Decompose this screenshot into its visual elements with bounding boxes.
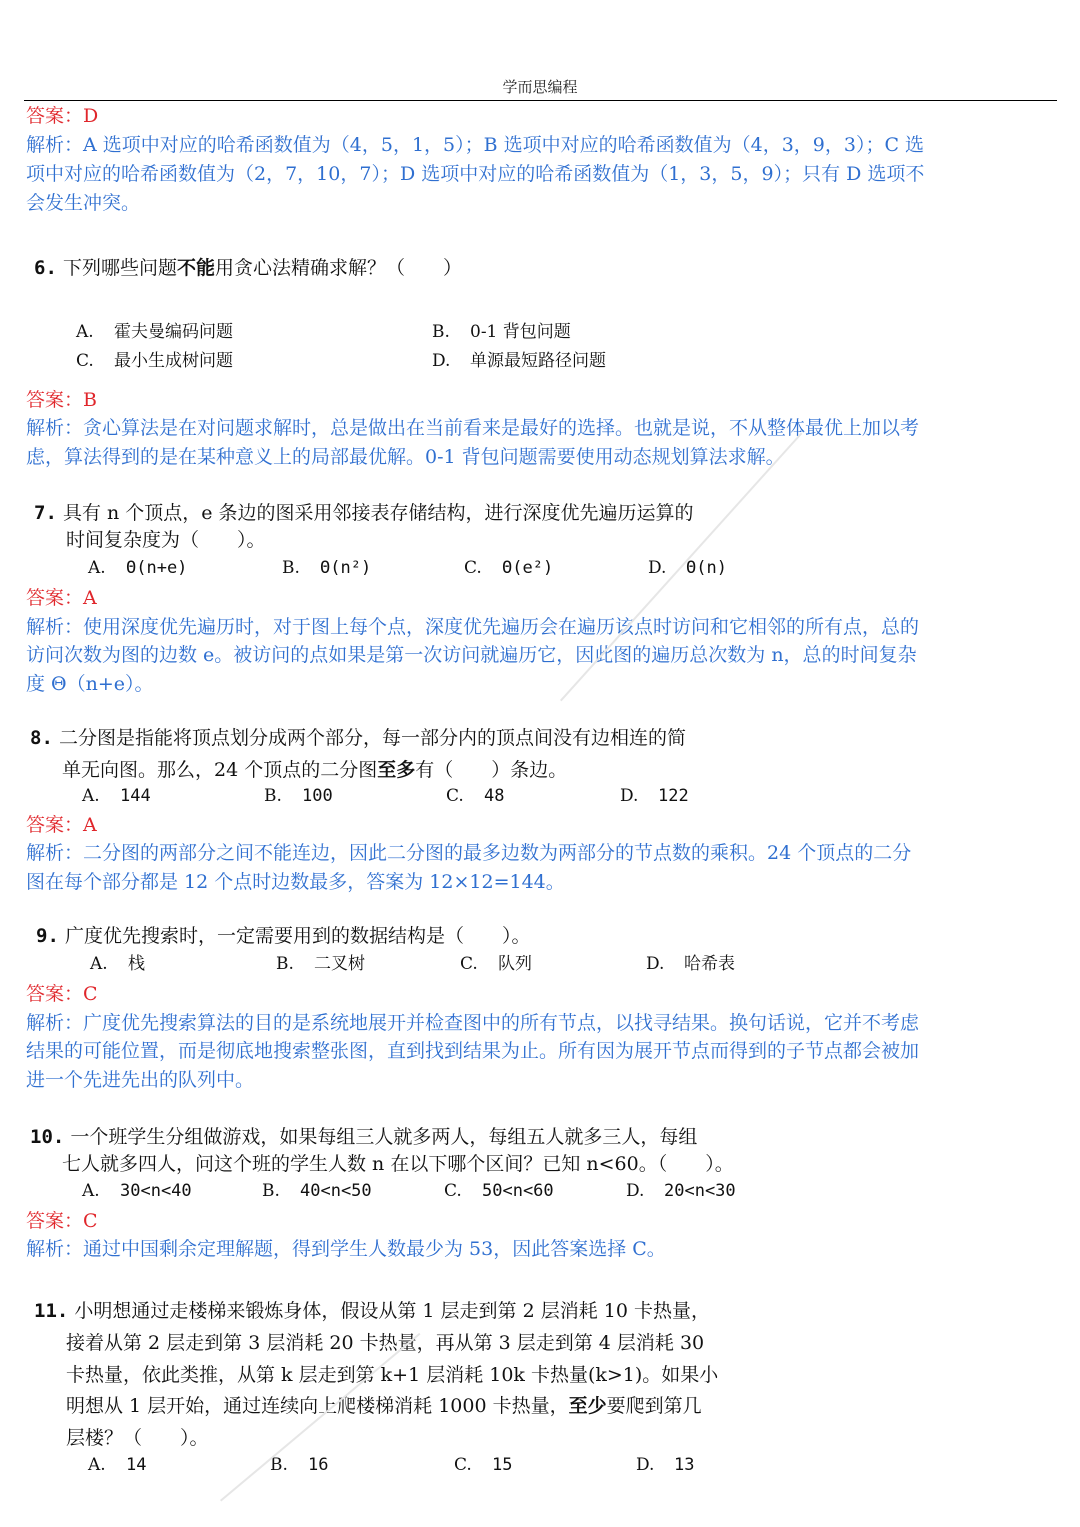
- q9-option-d: D. 哈希表: [646, 954, 735, 974]
- q6-answer: 答案：B: [26, 389, 97, 411]
- q6-option-a: A. 霍夫曼编码问题: [76, 322, 233, 342]
- q7-option-d: D. Θ(n): [648, 558, 727, 578]
- q6-number: 6.: [34, 257, 57, 279]
- q10-answer: 答案：C: [26, 1210, 98, 1232]
- q8-question-line-2: 单无向图。那么，24 个顶点的二分图至多有（ ）条边。: [62, 759, 568, 781]
- q11-question-line-3: 卡热量，依此类推，从第 k 层走到第 k+1 层消耗 10k 卡热量(k>1)。如果小: [66, 1364, 719, 1386]
- q5-explanation-line-2: 项中对应的哈希函数值为（2，7，10，7）；D 选项中对应的哈希函数值为（1，3，5，9）；只有 D 选项不: [26, 163, 925, 185]
- q8-explanation-line-2: 图在每个部分都是 12 个点时边数最多，答案为 12×12=144。: [26, 871, 565, 893]
- q10-question-line-2: 七人就多四人，问这个班的学生人数 n 在以下哪个区间？已知 n<60。（ ）。: [62, 1153, 734, 1175]
- q7-option-b: B. Θ(n²): [282, 558, 372, 578]
- q8-option-d: D. 122: [620, 786, 689, 806]
- q9-option-c: C. 队列: [460, 954, 532, 974]
- page-header-title: 学而思编程: [502, 78, 578, 96]
- q8-number: 8.: [30, 727, 53, 749]
- q5-answer: 答案：D: [26, 105, 99, 127]
- q7-explanation-line-1: 解析：使用深度优先遍历时，对于图上每个点，深度优先遍历会在遍历该点时访问和它相邻的所有点，总的: [26, 616, 920, 638]
- q7-option-c: C. Θ(e²): [464, 558, 554, 578]
- q6-option-d: D. 单源最短路径问题: [432, 351, 606, 371]
- q6-text-after: 用贪心法精确求解？（ ）: [214, 257, 462, 279]
- q11-question-line-2: 接着从第 2 层走到第 3 层消耗 20 卡热量，再从第 3 层走到第 4 层消耗 30: [66, 1332, 705, 1354]
- q11-option-c: C. 15: [454, 1455, 513, 1475]
- q10-option-d: D. 20<n<30: [626, 1181, 736, 1201]
- q5-explanation-line-3: 会发生冲突。: [26, 192, 141, 214]
- q7-question-line-2: 时间复杂度为（ ）。: [66, 529, 266, 551]
- q8-answer: 答案：A: [26, 814, 97, 836]
- q8-question-line-1: 8. 二分图是指能将顶点划分成两个部分，每一部分内的顶点间没有边相连的简: [30, 727, 686, 749]
- q8-option-a: A. 144: [82, 786, 151, 806]
- q9-explanation-line-1: 解析：广度优先搜索算法的目的是系统地展开并检查图中的所有节点，以找寻结果。换句话说，它并不考虑: [26, 1012, 920, 1034]
- q6-explanation-line-1: 解析：贪心算法是在对问题求解时，总是做出在当前看来是最好的选择。也就是说，不从整体最优上加以考: [26, 417, 920, 439]
- q7-number: 7.: [34, 502, 57, 524]
- q11-number: 11.: [34, 1300, 69, 1322]
- q9-question: 9. 广度优先搜索时，一定需要用到的数据结构是（ ）。: [36, 925, 531, 947]
- q8-explanation-line-1: 解析：二分图的两部分之间不能连边，因此二分图的最多边数为两部分的节点数的乘积。24 个顶点的二分: [26, 842, 912, 864]
- q5-explanation-line-1: 解析：A 选项中对应的哈希函数值为（4，5，1，5）；B 选项中对应的哈希函数值为（4，3，9，3）；C 选: [26, 134, 925, 156]
- q7-option-a: A. Θ(n+e): [88, 558, 188, 578]
- q7-explanation-line-3: 度 Θ（n+e）。: [26, 673, 154, 695]
- q10-question-line-1: 10. 一个班学生分组做游戏，如果每组三人就多两人，每组五人就多三人，每组: [30, 1126, 698, 1148]
- q11-option-b: B. 16: [270, 1455, 329, 1475]
- q9-option-a: A. 栈: [90, 954, 145, 974]
- q11-option-a: A. 14: [88, 1455, 147, 1475]
- q9-option-b: B. 二叉树: [276, 954, 365, 974]
- q11-question-line-4: 明想从 1 层开始，通过连续向上爬楼梯消耗 1000 卡热量，至少要爬到第几: [66, 1395, 702, 1417]
- q7-explanation-line-2: 访问次数为图的边数 e。被访问的点如果是第一次访问就遍历它，因此图的遍历总次数为 n，总的时间复杂: [26, 644, 917, 666]
- q8-option-c: C. 48: [446, 786, 505, 806]
- q6-option-c: C. 最小生成树问题: [76, 351, 233, 371]
- q8-option-b: B. 100: [264, 786, 333, 806]
- q11-option-d: D. 13: [636, 1455, 695, 1475]
- q9-explanation-line-2: 结果的可能位置，而是彻底地搜索整张图，直到找到结果为止。所有因为展开节点而得到的子节点都会被加: [26, 1040, 920, 1062]
- q6-option-b: B. 0-1 背包问题: [432, 322, 571, 342]
- q10-number: 10.: [30, 1126, 65, 1148]
- q7-answer: 答案：A: [26, 587, 97, 609]
- q11-question-line-1: 11. 小明想通过走楼梯来锻炼身体，假设从第 1 层走到第 2 层消耗 10 卡热量，: [34, 1300, 710, 1322]
- q6-explanation-line-2: 虑，算法得到的是在某种意义上的局部最优解。0-1 背包问题需要使用动态规划算法求解。: [26, 446, 785, 468]
- q9-explanation-line-3: 进一个先进先出的队列中。: [26, 1069, 255, 1091]
- q7-question-line-1: 7. 具有 n 个顶点，e 条边的图采用邻接表存储结构，进行深度优先遍历运算的: [34, 502, 694, 524]
- q10-option-c: C. 50<n<60: [444, 1181, 554, 1201]
- q6-text-bold: 不能: [176, 257, 215, 279]
- q9-answer: 答案：C: [26, 983, 98, 1005]
- q6-text-before: 下列哪些问题: [62, 257, 177, 279]
- q10-explanation-line-1: 解析：通过中国剩余定理解题，得到学生人数最少为 53，因此答案选择 C。: [26, 1238, 666, 1260]
- q6-question: [34, 254, 462, 282]
- q9-number: 9.: [36, 925, 59, 947]
- q10-option-b: B. 40<n<50: [262, 1181, 372, 1201]
- q10-option-a: A. 30<n<40: [82, 1181, 192, 1201]
- q11-question-line-5: 层楼？（ ）。: [66, 1427, 209, 1449]
- header-divider: [24, 100, 1057, 101]
